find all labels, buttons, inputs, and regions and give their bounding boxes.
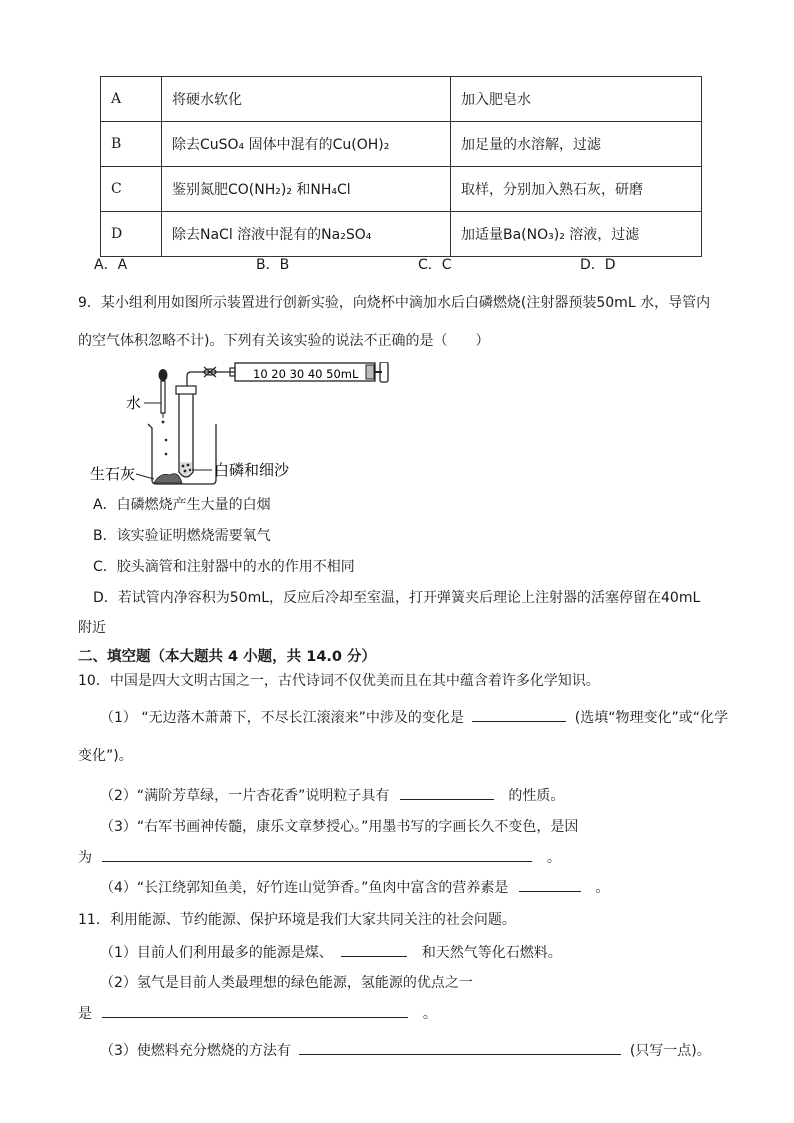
choice-a[interactable]: A．A bbox=[94, 257, 128, 273]
q11-part2-cont bbox=[78, 1003, 437, 1023]
syringe-plunger bbox=[366, 365, 374, 379]
question-11-stem: 11．利用能源、节约能源、保护环境是我们大家共同关注的社会问题。 bbox=[78, 912, 516, 928]
label-water: 水 bbox=[126, 394, 142, 412]
table-row bbox=[101, 122, 702, 167]
dropper-bulb bbox=[159, 369, 168, 381]
dropper-tube bbox=[161, 381, 165, 413]
row-purpose: 除去CuSO₄ 固体中混有的Cu(OH)₂ bbox=[162, 122, 451, 167]
syringe-scale: 10 20 30 40 50mL bbox=[253, 367, 359, 381]
q10-part2-text: （2）“满阶芳草绿，一片杏花香”说明粒子具有 bbox=[100, 788, 390, 804]
options-table bbox=[100, 76, 702, 257]
table-row bbox=[101, 212, 702, 257]
q11-part3-blank[interactable] bbox=[299, 1040, 621, 1055]
q11-part1 bbox=[100, 942, 562, 962]
row-method: 加适量Ba(NO₃)₂ 溶液，过滤 bbox=[451, 212, 702, 257]
q10-part2-blank[interactable] bbox=[400, 785, 494, 800]
row-method: 取样，分别加入熟石灰，研磨 bbox=[451, 167, 702, 212]
q11-part2-lead: 是 bbox=[78, 1006, 92, 1022]
q10-part4-tail: 。 bbox=[595, 880, 610, 896]
q11-part3-tail: (只写一点)。 bbox=[629, 1043, 711, 1059]
q10-part1-cont: 变化”)。 bbox=[78, 748, 133, 764]
q11-part2-tail: 。 bbox=[422, 1006, 437, 1022]
q10-part2 bbox=[100, 785, 564, 805]
choice-d[interactable]: D．D bbox=[580, 257, 616, 273]
row-letter: C bbox=[101, 167, 162, 212]
row-letter: B bbox=[101, 122, 162, 167]
q10-part3-blank[interactable] bbox=[102, 847, 532, 862]
q10-part1-blank[interactable] bbox=[472, 707, 566, 722]
label-quicklime: 生石灰 bbox=[90, 465, 136, 483]
apparatus-figure bbox=[90, 362, 400, 487]
row-letter: A bbox=[101, 77, 162, 122]
option-a[interactable]: A．白磷燃烧产生大量的白烟 bbox=[93, 497, 271, 513]
quicklime bbox=[154, 474, 182, 483]
q10-part2-tail: 的性质。 bbox=[508, 788, 565, 804]
row-purpose: 将硬水软化 bbox=[162, 77, 451, 122]
q10-part4 bbox=[100, 877, 609, 897]
label-phosphorus-sand: 白磷和细沙 bbox=[214, 461, 290, 479]
q11-part2: （2）氢气是目前人类最理想的绿色能源，氢能源的优点之一 bbox=[100, 975, 473, 991]
q11-part1-blank[interactable] bbox=[341, 942, 407, 957]
q11-part1-text: （1）目前人们利用最多的能源是煤、 bbox=[100, 945, 333, 961]
q10-part3: （3）“右军书画神传髓，康乐文章梦授心。”用墨书写的字画长久不变色，是因 bbox=[100, 819, 579, 835]
q10-part3-tail: 。 bbox=[546, 850, 561, 866]
question-10-stem: 10．中国是四大文明古国之一，古代诗词不仅优美而且在其中蕴含着许多化学知识。 bbox=[78, 673, 600, 689]
row-purpose: 鉴别氮肥CO(NH₂)₂ 和NH₄Cl bbox=[162, 167, 451, 212]
row-method: 加足量的水溶解，过滤 bbox=[451, 122, 702, 167]
row-letter: D bbox=[101, 212, 162, 257]
table-row bbox=[101, 77, 702, 122]
table-row bbox=[101, 167, 702, 212]
option-d[interactable]: D．若试管内净容积为50mL，反应后冷却至室温，打开弹簧夹后理论上注射器的活塞停留在40mL bbox=[93, 590, 701, 606]
q11-part2-blank[interactable] bbox=[102, 1003, 408, 1018]
q10-part4-blank[interactable] bbox=[519, 877, 581, 892]
question-9-stem-line2: 的空气体积忽略不计)。下列有关该实验的说法不正确的是（ ） bbox=[78, 333, 490, 349]
q11-part1-tail: 和天然气等化石燃料。 bbox=[421, 945, 562, 961]
q10-part1 bbox=[100, 707, 728, 727]
option-b[interactable]: B．该实验证明燃烧需要氧气 bbox=[93, 528, 271, 544]
q10-part3-lead: 为 bbox=[78, 850, 92, 866]
choice-b[interactable]: B．B bbox=[256, 257, 290, 273]
question-9-stem-line1: 9．某小组利用如图所示装置进行创新实验，向烧杯中滴加水后白磷燃烧(注射器预装50mL 水，导管内 bbox=[78, 295, 711, 311]
row-purpose: 除去NaCl 溶液中混有的Na₂SO₄ bbox=[162, 212, 451, 257]
choice-c[interactable]: C．C bbox=[418, 257, 452, 273]
q11-part3 bbox=[100, 1040, 711, 1060]
option-c[interactable]: C．胶头滴管和注射器中的水的作用不相同 bbox=[93, 559, 355, 575]
q11-part3-text: （3）使燃料充分燃烧的方法有 bbox=[100, 1043, 291, 1059]
q10-part3-cont bbox=[78, 847, 561, 867]
row-method: 加入肥皂水 bbox=[451, 77, 702, 122]
q10-part1-text: （1） “无边落木萧萧下，不尽长江滚滚来”中涉及的变化是 bbox=[100, 710, 464, 726]
section-title: 二、填空题（本大题共 4 小题，共 14.0 分） bbox=[78, 649, 377, 665]
option-d-continued: 附近 bbox=[78, 620, 106, 636]
q10-part4-text: （4）“长江绕郭知鱼美，好竹连山觉笋香。”鱼肉中富含的营养素是 bbox=[100, 880, 509, 896]
q10-part1-hint: (选填“物理变化”或“化学 bbox=[574, 710, 729, 726]
